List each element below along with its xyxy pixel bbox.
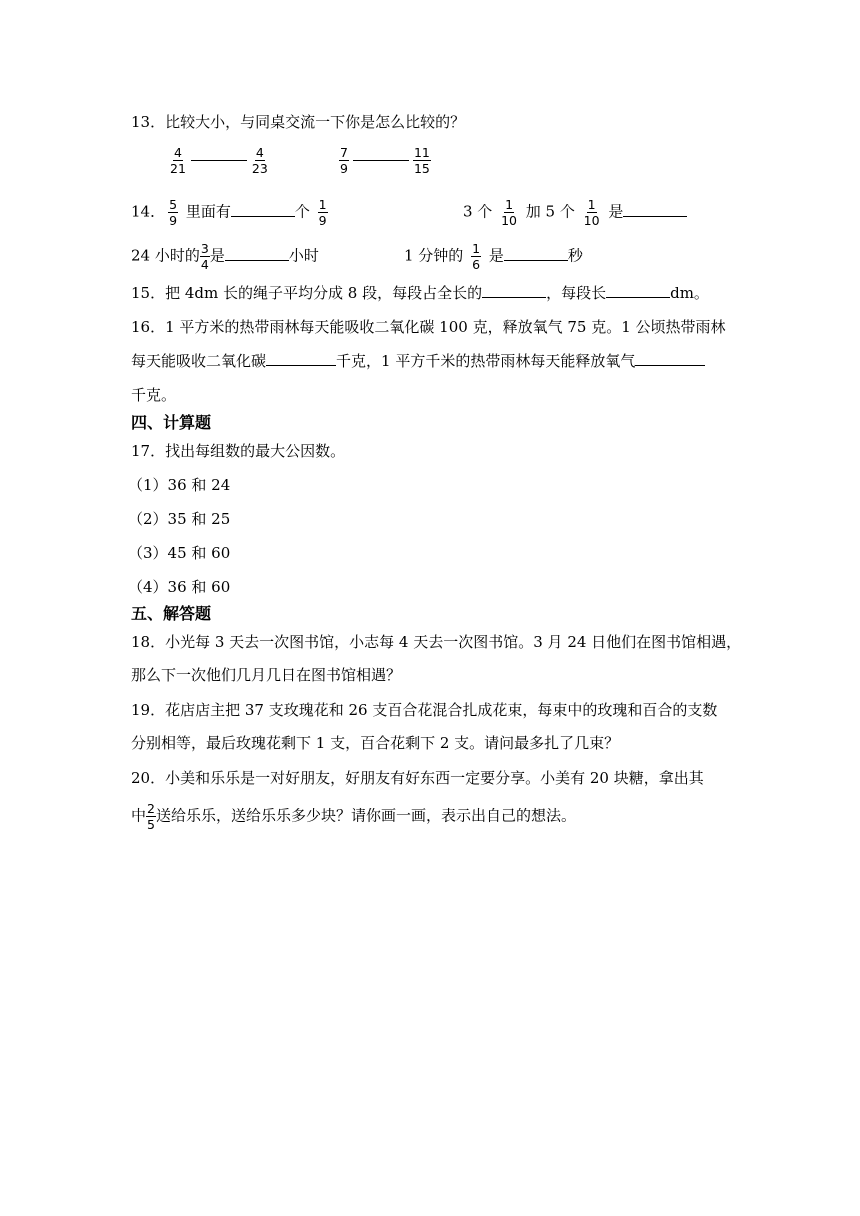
q14-part-1: 14． $\frac{5}{9}$ 里面有 个 $\frac{1}{9}$ [131, 197, 327, 228]
question-18-line-1: 18．小光每 3 天去一次图书馆，小志每 4 天去一次图书馆。3 月 24 日他们在图书馆相遇， [131, 633, 742, 651]
question-20-line-2: 中 $\frac{2}{5}$ 送给乐乐，送给乐乐多少块？请你画一画，表示出自己的想法。 [131, 801, 576, 832]
fraction: $\frac{7}{9}$ [340, 145, 348, 176]
comparison-blank[interactable] [353, 160, 409, 161]
question-16-line-3: 千克。 [131, 386, 177, 404]
answer-blank[interactable] [606, 283, 670, 298]
answer-blank[interactable] [623, 202, 687, 217]
fraction: $\frac{4}{21}$ [170, 145, 186, 176]
q17-item: （3）45 和 60 [128, 544, 231, 562]
comparison-blank[interactable] [191, 160, 247, 161]
answer-blank[interactable] [504, 246, 568, 261]
q14-part-4: 1 分钟的 $\frac{1}{6}$ 是 秒 [404, 241, 583, 272]
section-heading-4: 四、计算题 [131, 413, 212, 432]
answer-blank[interactable] [231, 202, 295, 217]
question-17-text: 17．找出每组数的最大公因数。 [131, 442, 346, 460]
q17-item: （2）35 和 25 [128, 510, 231, 528]
q17-item: （4）36 和 60 [128, 578, 231, 596]
q13-comparison-1 [166, 146, 272, 175]
q14-part-2: 3 个 $\frac{1}{10}$ 加 5 个 $\frac{1}{10}$ 是 [463, 198, 687, 227]
question-15: 15．把 4dm 长的绳子平均分成 8 段，每段占全长的 ，每段长 dm。 [131, 284, 709, 302]
question-18-line-2: 那么下一次他们几月几日在图书馆相遇？ [131, 666, 402, 684]
answer-blank[interactable] [225, 246, 289, 261]
fraction: $\frac{4}{23}$ [251, 145, 268, 176]
answer-blank[interactable] [266, 351, 336, 366]
question-20-line-1: 20．小美和乐乐是一对好朋友，好朋友有好东西一定要分享。小美有 20 块糖，拿出其 [131, 769, 704, 787]
question-13-text: 13．比较大小，与同桌交流一下你是怎么比较的？ [131, 113, 466, 131]
section-heading-5: 五、解答题 [131, 604, 212, 623]
question-19-line-2: 分别相等，最后玫瑰花剩下 1 支，百合花剩下 2 支。请问最多扎了几束？ [131, 734, 620, 752]
answer-blank[interactable] [635, 351, 705, 366]
q14-part-3: 24 小时的 $\frac{3}{4}$ 是 小时 [131, 241, 319, 272]
q17-item: （1）36 和 24 [128, 476, 231, 494]
answer-blank[interactable] [482, 283, 546, 298]
q13-comparison-2 [336, 146, 434, 175]
fraction: $\frac{11}{15}$ [413, 145, 430, 176]
question-16-line-1: 16．1 平方米的热带雨林每天能吸收二氧化碳 100 克，释放氧气 75 克。1 公顷热带雨林 [131, 318, 726, 336]
question-19-line-1: 19．花店店主把 37 支玫瑰花和 26 支百合花混合扎成花束，每束中的玫瑰和百合的支数 [131, 701, 718, 719]
question-16-line-2: 每天能吸收二氧化碳 千克，1 平方千米的热带雨林每天能释放氧气 [131, 351, 705, 371]
